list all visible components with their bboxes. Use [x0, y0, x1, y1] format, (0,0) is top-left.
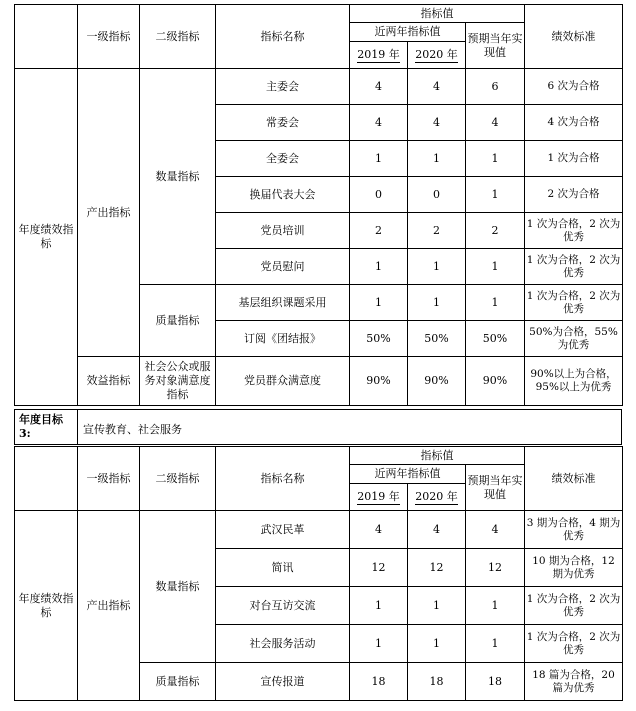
value-expected: 1 [466, 285, 525, 321]
standard-text: 1 次为合格，2 次为优秀 [525, 587, 623, 625]
performance-table-1 [14, 4, 623, 406]
standard-text: 50%为合格，55%为优秀 [525, 321, 623, 357]
value-2019: 4 [350, 105, 408, 141]
value-2020: 90% [408, 357, 466, 406]
value-expected: 90% [466, 357, 525, 406]
value-2019: 90% [350, 357, 408, 406]
indicator-name: 党员慰问 [216, 249, 350, 285]
value-expected: 4 [466, 511, 525, 549]
output-indicator-label: 产出指标 [78, 69, 140, 357]
value-2019: 2 [350, 213, 408, 249]
value-expected: 1 [466, 177, 525, 213]
standard-text: 3 期为合格，4 期为优秀 [525, 511, 623, 549]
indicator-name: 主委会 [216, 69, 350, 105]
indicator-name: 基层组织课题采用 [216, 285, 350, 321]
annual-goal-row [14, 409, 622, 445]
quality-indicator-label: 质量指标 [140, 285, 216, 357]
value-2020: 1 [408, 285, 466, 321]
indicator-name: 简讯 [216, 549, 350, 587]
header-first-level: 一级指标 [78, 5, 140, 69]
header-2020: 2020 年 [415, 47, 458, 61]
annual-indicator-label: 年度绩效指标 [15, 511, 78, 701]
value-2019: 0 [350, 177, 408, 213]
indicator-name: 换届代表大会 [216, 177, 350, 213]
value-2020: 1 [408, 249, 466, 285]
header-second-level: 二级指标 [140, 5, 216, 69]
value-2020: 4 [408, 105, 466, 141]
indicator-name: 全委会 [216, 141, 350, 177]
standard-text: 1 次为合格，2 次为优秀 [525, 249, 623, 285]
standard-text: 2 次为合格 [525, 177, 623, 213]
value-2019: 4 [350, 511, 408, 549]
value-2019: 4 [350, 69, 408, 105]
value-expected: 12 [466, 549, 525, 587]
value-expected: 1 [466, 587, 525, 625]
standard-text: 18 篇为合格，20 篇为优秀 [525, 663, 623, 701]
value-2020: 2 [408, 213, 466, 249]
header-standard: 绩效标准 [525, 447, 623, 511]
indicator-name: 订阅《团结报》 [216, 321, 350, 357]
value-expected: 1 [466, 625, 525, 663]
value-2019: 1 [350, 625, 408, 663]
performance-table-2 [14, 446, 623, 701]
annual-goal-label: 年度目标 3: [15, 410, 78, 444]
output-indicator-label: 产出指标 [78, 511, 140, 701]
header-indicator-value: 指标值 [350, 447, 525, 465]
header-indicator-name: 指标名称 [216, 5, 350, 69]
standard-text: 1 次为合格，2 次为优秀 [525, 285, 623, 321]
value-2019: 1 [350, 249, 408, 285]
value-expected: 18 [466, 663, 525, 701]
table-row [15, 357, 623, 406]
standard-text: 6 次为合格 [525, 69, 623, 105]
value-2020: 1 [408, 587, 466, 625]
indicator-name: 社会服务活动 [216, 625, 350, 663]
value-2020: 4 [408, 69, 466, 105]
header-indicator-value: 指标值 [350, 5, 525, 23]
quantity-indicator-label: 数量指标 [140, 511, 216, 663]
value-2020: 4 [408, 511, 466, 549]
indicator-name: 武汉民革 [216, 511, 350, 549]
value-expected: 1 [466, 141, 525, 177]
value-expected: 1 [466, 249, 525, 285]
value-2020: 0 [408, 177, 466, 213]
quantity-indicator-label: 数量指标 [140, 69, 216, 285]
indicator-name: 对台互访交流 [216, 587, 350, 625]
header-2020: 2020 年 [415, 489, 458, 503]
indicator-name: 党员培训 [216, 213, 350, 249]
header-indicator-name: 指标名称 [216, 447, 350, 511]
table-row [15, 69, 623, 105]
header-recent-two-years: 近两年指标值 [350, 23, 466, 42]
table-row [15, 511, 623, 549]
annual-goal-text: 宣传教育、社会服务 [83, 423, 182, 436]
satisfaction-indicator-label: 社会公众或服务对象满意度指标 [140, 357, 216, 406]
value-2020: 1 [408, 141, 466, 177]
header-standard: 绩效标准 [525, 5, 623, 69]
value-expected: 4 [466, 105, 525, 141]
standard-text: 1 次为合格，2 次为优秀 [525, 213, 623, 249]
value-2019: 50% [350, 321, 408, 357]
value-2019: 12 [350, 549, 408, 587]
annual-indicator-label: 年度绩效指标 [15, 69, 78, 406]
header-second-level: 二级指标 [140, 447, 216, 511]
standard-text: 4 次为合格 [525, 105, 623, 141]
value-2019: 1 [350, 141, 408, 177]
value-2020: 50% [408, 321, 466, 357]
header-first-level: 一级指标 [78, 447, 140, 511]
value-2020: 12 [408, 549, 466, 587]
indicator-name: 宣传报道 [216, 663, 350, 701]
header-2019: 2019 年 [357, 489, 400, 503]
standard-text: 90%以上为合格，95%以上为优秀 [525, 357, 623, 406]
indicator-name: 党员群众满意度 [216, 357, 350, 406]
value-2019: 18 [350, 663, 408, 701]
value-expected: 6 [466, 69, 525, 105]
header-recent-two-years: 近两年指标值 [350, 465, 466, 484]
value-2019: 1 [350, 587, 408, 625]
value-2019: 1 [350, 285, 408, 321]
quality-indicator-label: 质量指标 [140, 663, 216, 701]
indicator-name: 常委会 [216, 105, 350, 141]
standard-text: 1 次为合格 [525, 141, 623, 177]
corner-cell [15, 5, 78, 69]
corner-cell [15, 447, 78, 511]
value-2020: 18 [408, 663, 466, 701]
header-2019: 2019 年 [357, 47, 400, 61]
value-2020: 1 [408, 625, 466, 663]
value-expected: 2 [466, 213, 525, 249]
header-expected: 预期当年实现值 [466, 465, 525, 511]
standard-text: 10 期为合格，12 期为优秀 [525, 549, 623, 587]
value-expected: 50% [466, 321, 525, 357]
standard-text: 1 次为合格，2 次为优秀 [525, 625, 623, 663]
benefit-indicator-label: 效益指标 [78, 357, 140, 406]
header-expected: 预期当年实现值 [466, 23, 525, 69]
